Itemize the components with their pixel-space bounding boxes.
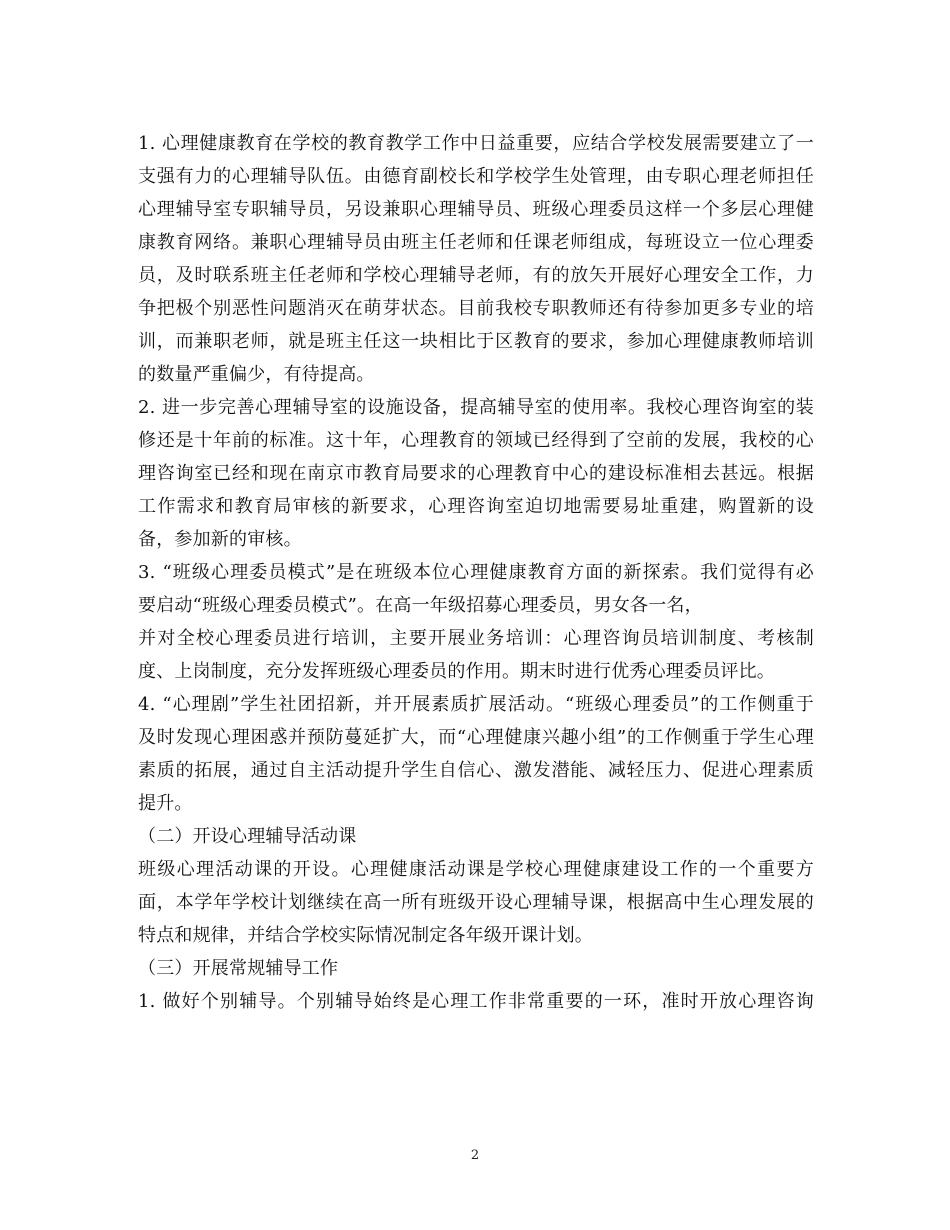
text-line: 面，本学年学校计划继续在高一所有班级开设心理辅导课，根据高中生心理发展的 <box>138 892 814 913</box>
body-text <box>138 127 814 1018</box>
text-line: 工作需求和教育局审核的新要求，心理咨询室迫切地需要易址重建，购置新的设 <box>138 496 814 517</box>
text-line: 度、上岗制度，充分发挥班级心理委员的作用。期末时进行优秀心理委员评比。 <box>138 661 775 682</box>
text-line: 支强有力的心理辅导队伍。由德育副校长和学校学生处管理，由专职心理老师担任 <box>138 166 814 187</box>
text-line: 1. 心理健康教育在学校的教育教学工作中日益重要，应结合学校发展需要建立了一 <box>138 133 814 154</box>
page-number: 2 <box>470 1148 480 1163</box>
text-line: 训，而兼职老师，就是班主任这一块相比于区教育的要求，参加心理健康教师培训 <box>138 331 814 352</box>
text-line: 争把极个别恶性问题消灭在萌芽状态。目前我校专职教师还有待参加更多专业的培 <box>138 298 814 319</box>
text-line: 提升。 <box>138 793 193 814</box>
text-line: 1. 做好个别辅导。个别辅导始终是心理工作非常重要的一环，准时开放心理咨询 <box>138 991 814 1012</box>
text-line: 员，及时联系班主任老师和学校心理辅导老师，有的放矢开展好心理安全工作，力 <box>138 265 814 286</box>
text-line: 备，参加新的审核。 <box>138 529 302 550</box>
text-line: 修还是十年前的标准。这十年，心理教育的领域已经得到了空前的发展，我校的心 <box>138 430 814 451</box>
text-line: 心理辅导室专职辅导员，另设兼职心理辅导员、班级心理委员这样一个多层心理健 <box>138 199 814 220</box>
text-line: 特点和规律，并结合学校实际情况制定各年级开课计划。 <box>138 925 593 946</box>
text-line: 并对全校心理委员进行培训，主要开展业务培训：心理咨询员培训制度、考核制 <box>138 628 814 649</box>
text-line: 班级心理活动课的开设。心理健康活动课是学校心理健康建设工作的一个重要方 <box>138 859 814 880</box>
section-heading: （二）开设心理辅导活动课 <box>138 826 357 847</box>
text-line: 的数量严重偏少，有待提高。 <box>138 364 375 385</box>
text-line: 3. “班级心理委员模式”是在班级本位心理健康教育方面的新探索。我们觉得有必 <box>138 562 814 583</box>
text-line: 素质的拓展，通过自主活动提升学生自信心、激发潜能、减轻压力、促进心理素质 <box>138 760 814 781</box>
text-line: 康教育网络。兼职心理辅导员由班主任老师和任课老师组成，每班设立一位心理委 <box>138 232 814 253</box>
text-line: 要启动“班级心理委员模式”。在高一年级招募心理委员，男女各一名， <box>138 595 703 616</box>
text-line: 及时发现心理困惑并预防蔓延扩大，而“心理健康兴趣小组”的工作侧重于学生心理 <box>138 727 814 748</box>
text-line: 4. “心理剧”学生社团招新，并开展素质扩展活动。“班级心理委员”的工作侧重于 <box>138 694 814 715</box>
section-heading: （三）开展常规辅导工作 <box>138 958 339 979</box>
text-line: 理咨询室已经和现在南京市教育局要求的心理教育中心的建设标准相去甚远。根据 <box>138 463 814 484</box>
text-line: 2. 进一步完善心理辅导室的设施设备，提高辅导室的使用率。我校心理咨询室的装 <box>138 397 814 418</box>
